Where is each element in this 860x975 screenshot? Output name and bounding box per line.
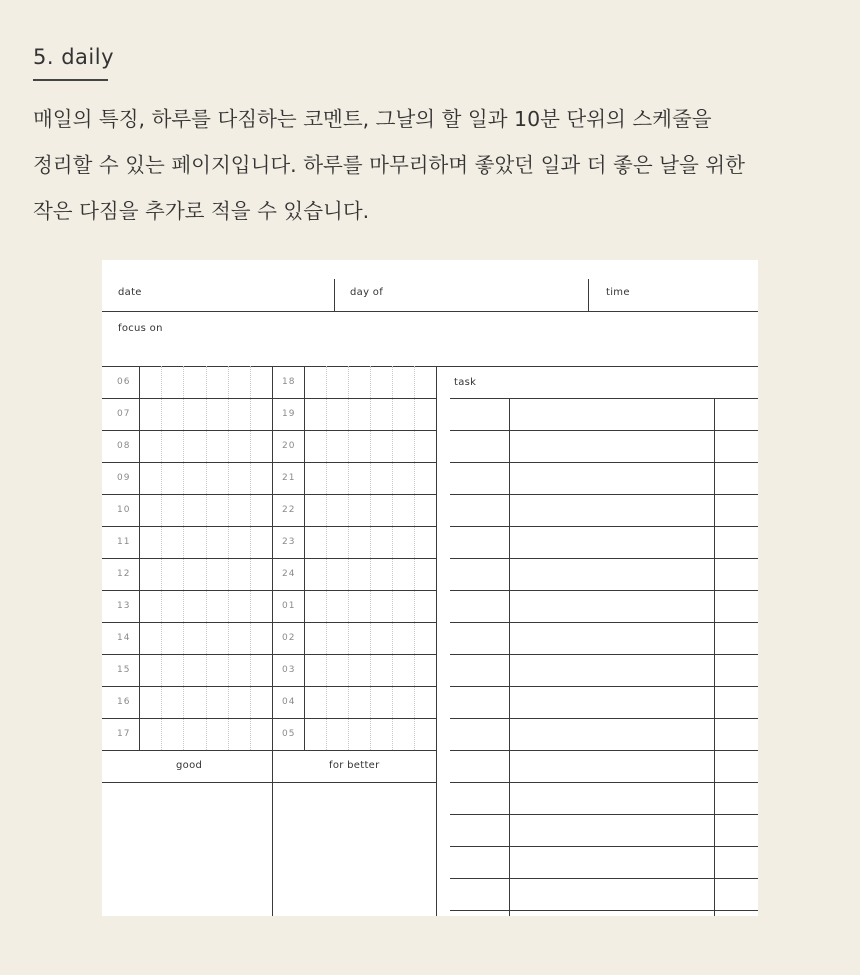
task-column-divider — [509, 398, 510, 916]
task-row-rule — [450, 782, 758, 783]
schedule-row-rule — [102, 654, 436, 655]
task-row-rule — [450, 910, 758, 911]
date-label: date — [118, 287, 142, 298]
good-label: good — [176, 760, 203, 771]
hour-label: 01 — [282, 601, 296, 611]
hour-label: 06 — [117, 377, 131, 387]
schedule-row-rule — [102, 622, 436, 623]
hour-label: 15 — [117, 665, 131, 675]
schedule-row-rule — [102, 398, 436, 399]
task-row-rule — [450, 878, 758, 879]
task-row-rule — [450, 718, 758, 719]
hour-label: 22 — [282, 505, 296, 515]
hour-label: 16 — [117, 697, 131, 707]
hour-label: 12 — [117, 569, 131, 579]
reflection-header-rule — [102, 782, 436, 783]
hour-label: 08 — [117, 441, 131, 451]
task-row-rule — [450, 590, 758, 591]
section-heading: 5. daily — [33, 45, 115, 69]
heading-underline — [33, 79, 108, 81]
section-description — [33, 96, 833, 234]
for-better-label: for better — [329, 760, 380, 771]
hour-label: 05 — [282, 729, 296, 739]
daily-planner-sheet — [102, 260, 758, 916]
hour-label: 14 — [117, 633, 131, 643]
hour-label: 09 — [117, 473, 131, 483]
hour-label: 18 — [282, 377, 296, 387]
schedule-center-divider — [272, 366, 273, 916]
task-header-rule — [450, 398, 758, 399]
hour-label: 04 — [282, 697, 296, 707]
schedule-row-rule — [102, 462, 436, 463]
hour-label: 11 — [117, 537, 131, 547]
hour-label: 23 — [282, 537, 296, 547]
task-row-rule — [450, 750, 758, 751]
hour-label: 10 — [117, 505, 131, 515]
hour-label: 13 — [117, 601, 131, 611]
task-row-rule — [450, 622, 758, 623]
task-row-rule — [450, 526, 758, 527]
schedule-row-rule — [102, 430, 436, 431]
focus-on-label: focus on — [118, 323, 163, 334]
task-row-rule — [450, 430, 758, 431]
task-row-rule — [450, 686, 758, 687]
hour-label: 19 — [282, 409, 296, 419]
task-label: task — [454, 377, 477, 388]
day-of-label: day of — [350, 287, 384, 298]
description-line: 작은 다짐을 추가로 적을 수 있습니다. — [33, 199, 370, 223]
time-label: time — [606, 287, 630, 298]
task-row-rule — [450, 654, 758, 655]
hour-label: 07 — [117, 409, 131, 419]
schedule-row-rule — [102, 558, 436, 559]
hour-label: 02 — [282, 633, 296, 643]
task-row-rule — [450, 462, 758, 463]
hour-label: 17 — [117, 729, 131, 739]
task-row-rule — [450, 846, 758, 847]
hour-label: 24 — [282, 569, 296, 579]
description-line: 정리할 수 있는 페이지입니다. 하루를 마무리하며 좋았던 일과 더 좋은 날을 위한 — [33, 153, 745, 177]
hour-label: 20 — [282, 441, 296, 451]
schedule-row-rule — [102, 494, 436, 495]
header-divider — [588, 279, 589, 311]
task-row-rule — [450, 814, 758, 815]
description-line: 매일의 특징, 하루를 다짐하는 코멘트, 그날의 할 일과 10분 단위의 스케줄을 — [33, 107, 712, 131]
schedule-task-divider — [436, 366, 437, 916]
schedule-row-rule — [102, 686, 436, 687]
schedule-row-rule — [102, 718, 436, 719]
focus-bottom-rule — [102, 366, 758, 367]
hour-label: 21 — [282, 473, 296, 483]
header-divider — [334, 279, 335, 311]
task-row-rule — [450, 558, 758, 559]
task-column-divider — [714, 398, 715, 916]
hour-label: 03 — [282, 665, 296, 675]
schedule-row-rule — [102, 526, 436, 527]
schedule-row-rule — [102, 750, 436, 751]
schedule-row-rule — [102, 590, 436, 591]
header-bottom-rule — [102, 311, 758, 312]
task-row-rule — [450, 494, 758, 495]
